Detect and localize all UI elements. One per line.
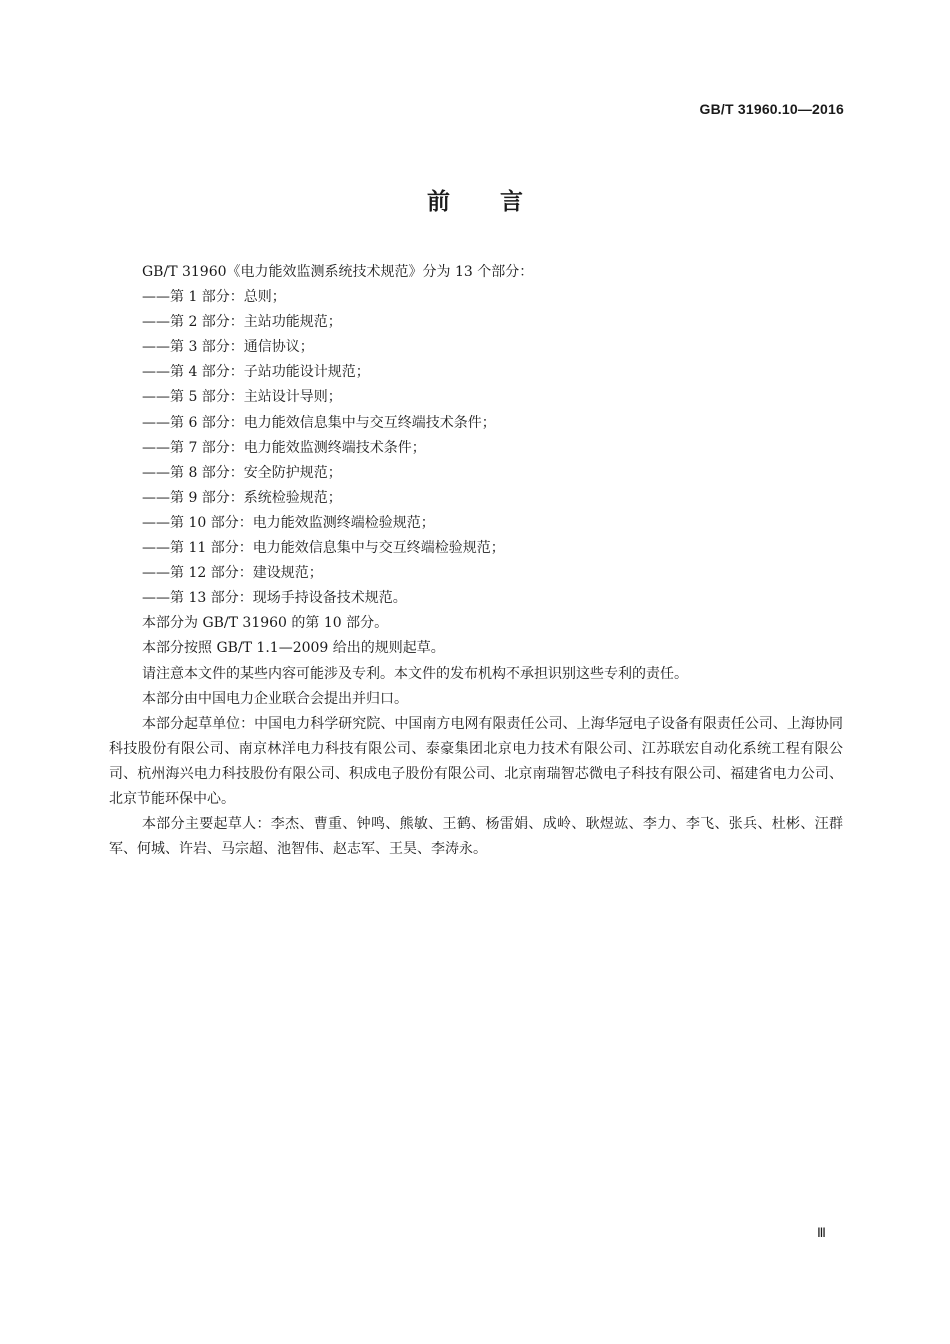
list-item: ——第 12 部分：建设规范； bbox=[142, 565, 323, 582]
list-item: ——第 1 部分：总则； bbox=[142, 289, 286, 306]
parts-list bbox=[109, 285, 843, 611]
list-item: ——第 13 部分：现场手持设备技术规范。 bbox=[142, 590, 407, 607]
drafters-paragraph: 本部分主要起草人：李杰、曹重、钟鸣、熊敏、王鹤、杨雷娟、成岭、耿煜竑、李力、李飞、张兵、杜彬、汪群军、何城、许岩、马宗超、池智伟、赵志军、王昊、李涛永。 bbox=[109, 816, 843, 858]
list-item: ——第 2 部分：主站功能规范； bbox=[142, 314, 342, 331]
list-item: ——第 11 部分：电力能效信息集中与交互终端检验规范； bbox=[142, 540, 505, 557]
list-item: ——第 5 部分：主站设计导则； bbox=[142, 389, 342, 406]
list-item: ——第 9 部分：系统检验规范； bbox=[142, 489, 342, 506]
foreword-body bbox=[109, 260, 843, 862]
list-item: ——第 6 部分：电力能效信息集中与交互终端技术条件； bbox=[142, 414, 496, 431]
list-item: ——第 8 部分：安全防护规范； bbox=[142, 464, 342, 481]
list-item: ——第 4 部分：子站功能设计规范； bbox=[142, 364, 370, 381]
list-item: ——第 3 部分：通信协议； bbox=[142, 339, 314, 356]
list-item: ——第 10 部分：电力能效监测终端检验规范； bbox=[142, 514, 435, 531]
page-number: Ⅲ bbox=[817, 1225, 826, 1240]
patent-notice-paragraph: 请注意本文件的某些内容可能涉及专利。本文件的发布机构不承担识别这些专利的责任。 bbox=[142, 665, 688, 682]
list-item: ——第 7 部分：电力能效监测终端技术条件； bbox=[142, 439, 426, 456]
intro-paragraph: GB/T 31960《电力能效监测系统技术规范》分为 13 个部分： bbox=[142, 264, 534, 280]
part-number-paragraph: 本部分为 GB/T 31960 的第 10 部分。 bbox=[142, 615, 389, 632]
proposer-paragraph: 本部分由中国电力企业联合会提出并归口。 bbox=[142, 690, 408, 707]
drafting-rules-paragraph: 本部分按照 GB/T 1.1—2009 给出的规则起草。 bbox=[142, 640, 445, 657]
page-title: 前言 bbox=[427, 189, 573, 215]
document-number: GB/T 31960.10—2016 bbox=[699, 101, 844, 117]
drafting-units-paragraph: 本部分起草单位：中国电力科学研究院、中国南方电网有限责任公司、上海华冠电子设备有限责任公司、上海协同科技股份有限公司、南京林洋电力科技有限公司、泰豪集团北京电力技术有限公司、江苏联宏自动化系统工程有限公司、杭州海兴电力科技股份有限公司、积成电子股份有限公司、北京南瑞智芯微电子科技有限公司、福建省电力公司、北京节能环保中心。 bbox=[109, 715, 843, 807]
